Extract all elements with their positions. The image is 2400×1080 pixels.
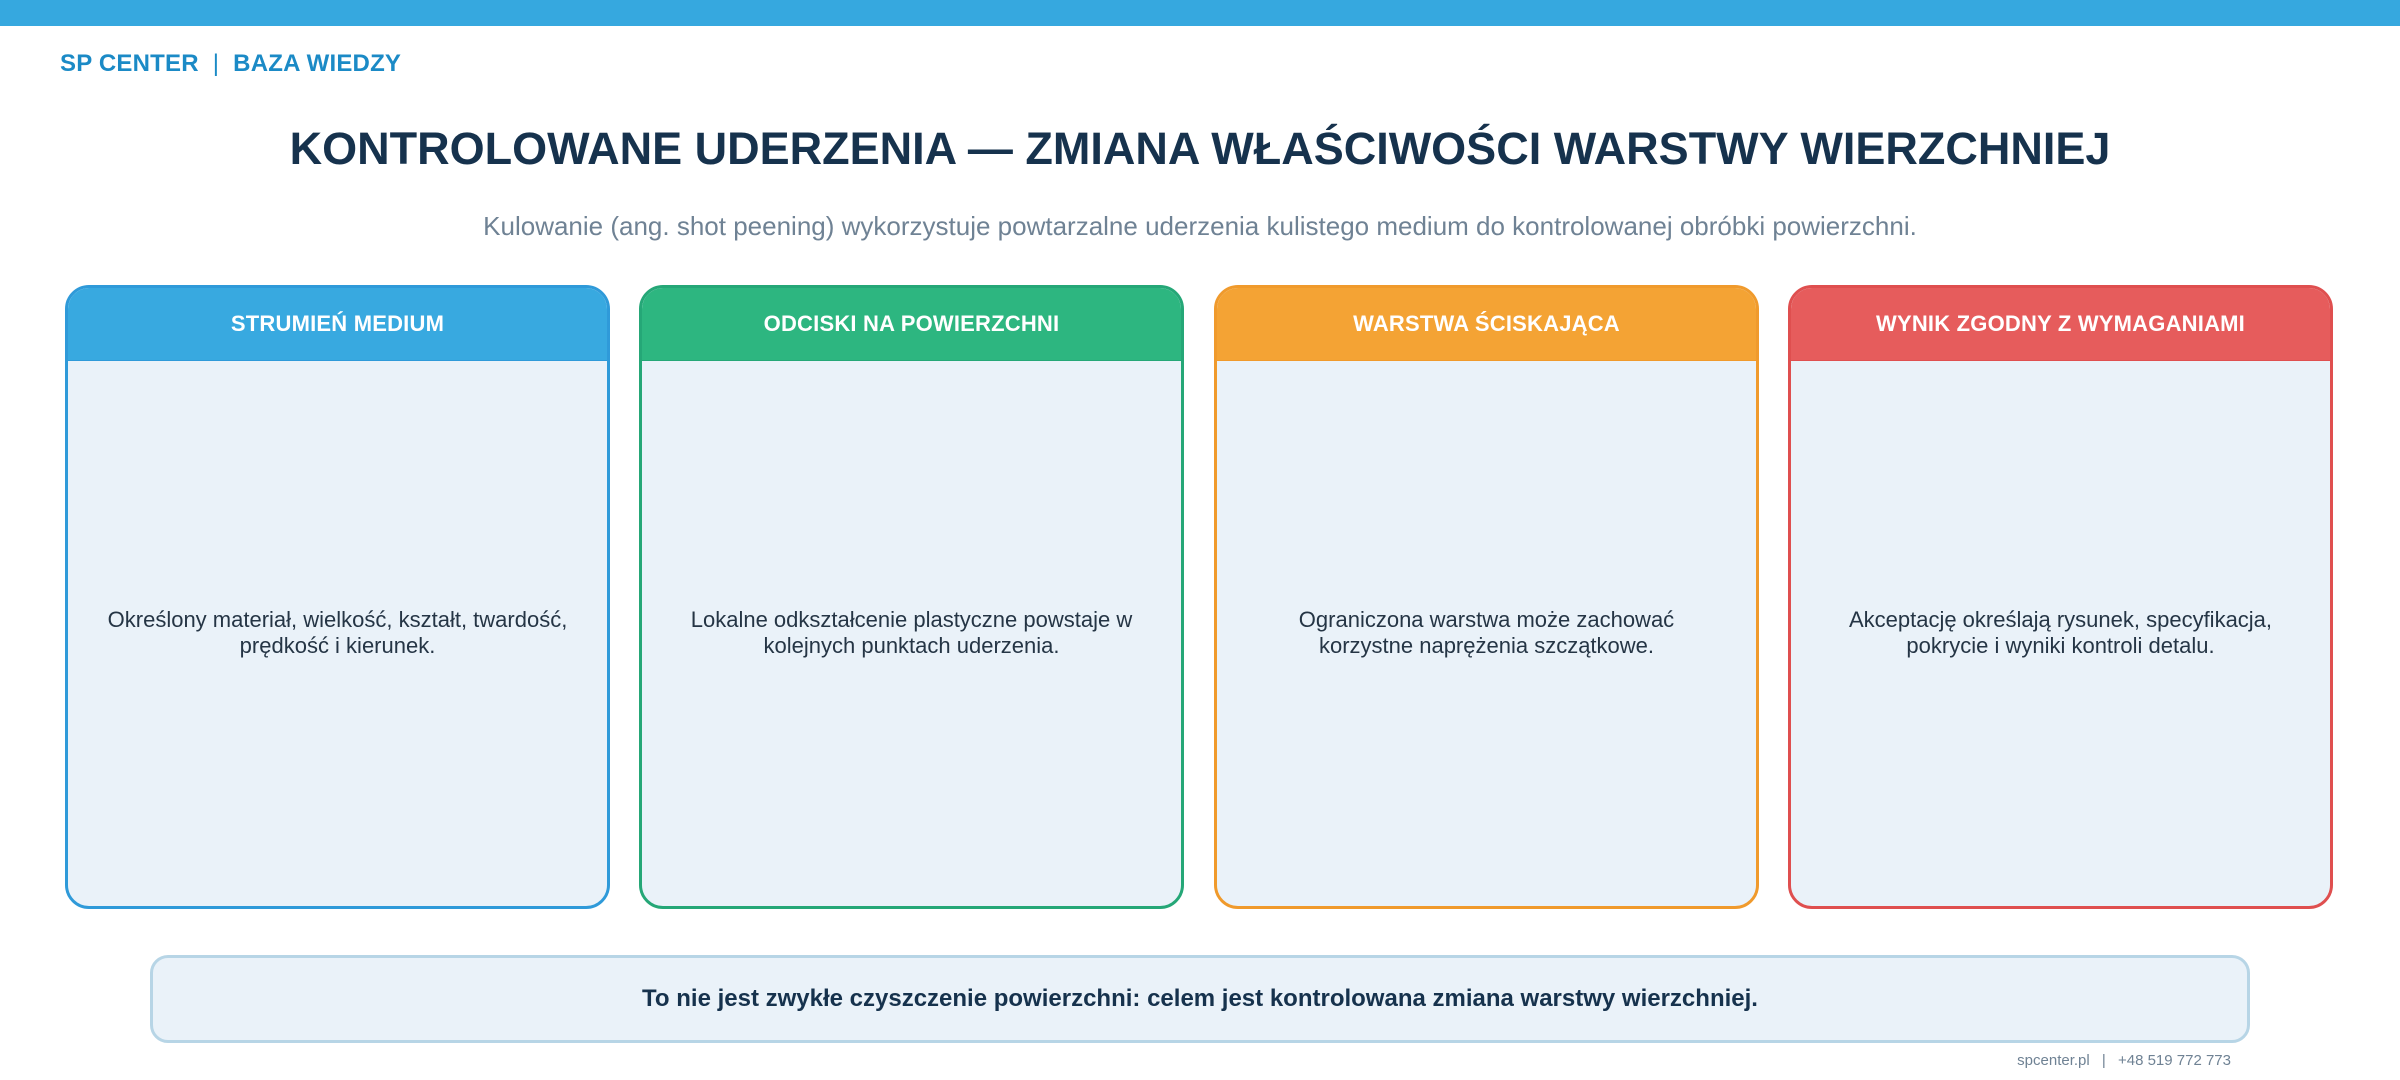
brand-company-name: SP CENTER xyxy=(60,50,199,77)
summary-note-box xyxy=(150,955,2250,1043)
card-media-stream xyxy=(65,285,610,909)
card-header-surface-indentations: ODCISKI NA POWIERZCHNI xyxy=(642,288,1181,361)
contact-separator: | xyxy=(2101,1052,2106,1069)
summary-note-text: To nie jest zwykłe czyszczenie powierzchni: celem jest kontrolowana zmiana warstwy wierzchniej. xyxy=(642,985,1758,1012)
card-body-compliant-result: Akceptację określają rysunek, specyfikacja, pokrycie i wyniki kontroli detalu. xyxy=(1848,607,2273,658)
card-header-compliant-result: WYNIK ZGODNY Z WYMAGANIAMI xyxy=(1791,288,2330,361)
card-body-media-stream: Określony materiał, wielkość, kształt, twardość, prędkość i kierunek. xyxy=(107,607,568,658)
card-header-media-stream: STRUMIEŃ MEDIUM xyxy=(68,288,607,361)
card-body-compressive-layer: Ograniczona warstwa może zachować korzystne naprężenia szczątkowe. xyxy=(1298,607,1675,658)
card-header-compressive-layer: WARSTWA ŚCISKAJĄCA xyxy=(1217,288,1756,361)
phone-number: +48 519 772 773 xyxy=(2117,1052,2231,1069)
brand-header xyxy=(60,49,401,79)
page-subtitle: Kulowanie (ang. shot peening) wykorzystuje powtarzalne uderzenia kulistego medium do kontrolowanej obróbki powierzchni. xyxy=(483,211,1917,241)
brand-section-name: BAZA WIEDZY xyxy=(233,50,402,77)
website-link[interactable]: spcenter.pl xyxy=(2017,1052,2090,1069)
top-accent-bar xyxy=(0,0,2400,26)
contact-info xyxy=(2017,1052,2231,1069)
card-compliant-result xyxy=(1788,285,2333,909)
card-body-surface-indentations: Lokalne odkształcenie plastyczne powstaje w kolejnych punktach uderzenia. xyxy=(690,607,1133,658)
brand-separator: | xyxy=(212,50,220,77)
card-surface-indentations xyxy=(639,285,1184,909)
card-compressive-layer xyxy=(1214,285,1759,909)
page-title: KONTROLOWANE UDERZENIA — ZMIANA WŁAŚCIWOŚCI WARSTWY WIERZCHNIEJ xyxy=(289,123,2111,174)
